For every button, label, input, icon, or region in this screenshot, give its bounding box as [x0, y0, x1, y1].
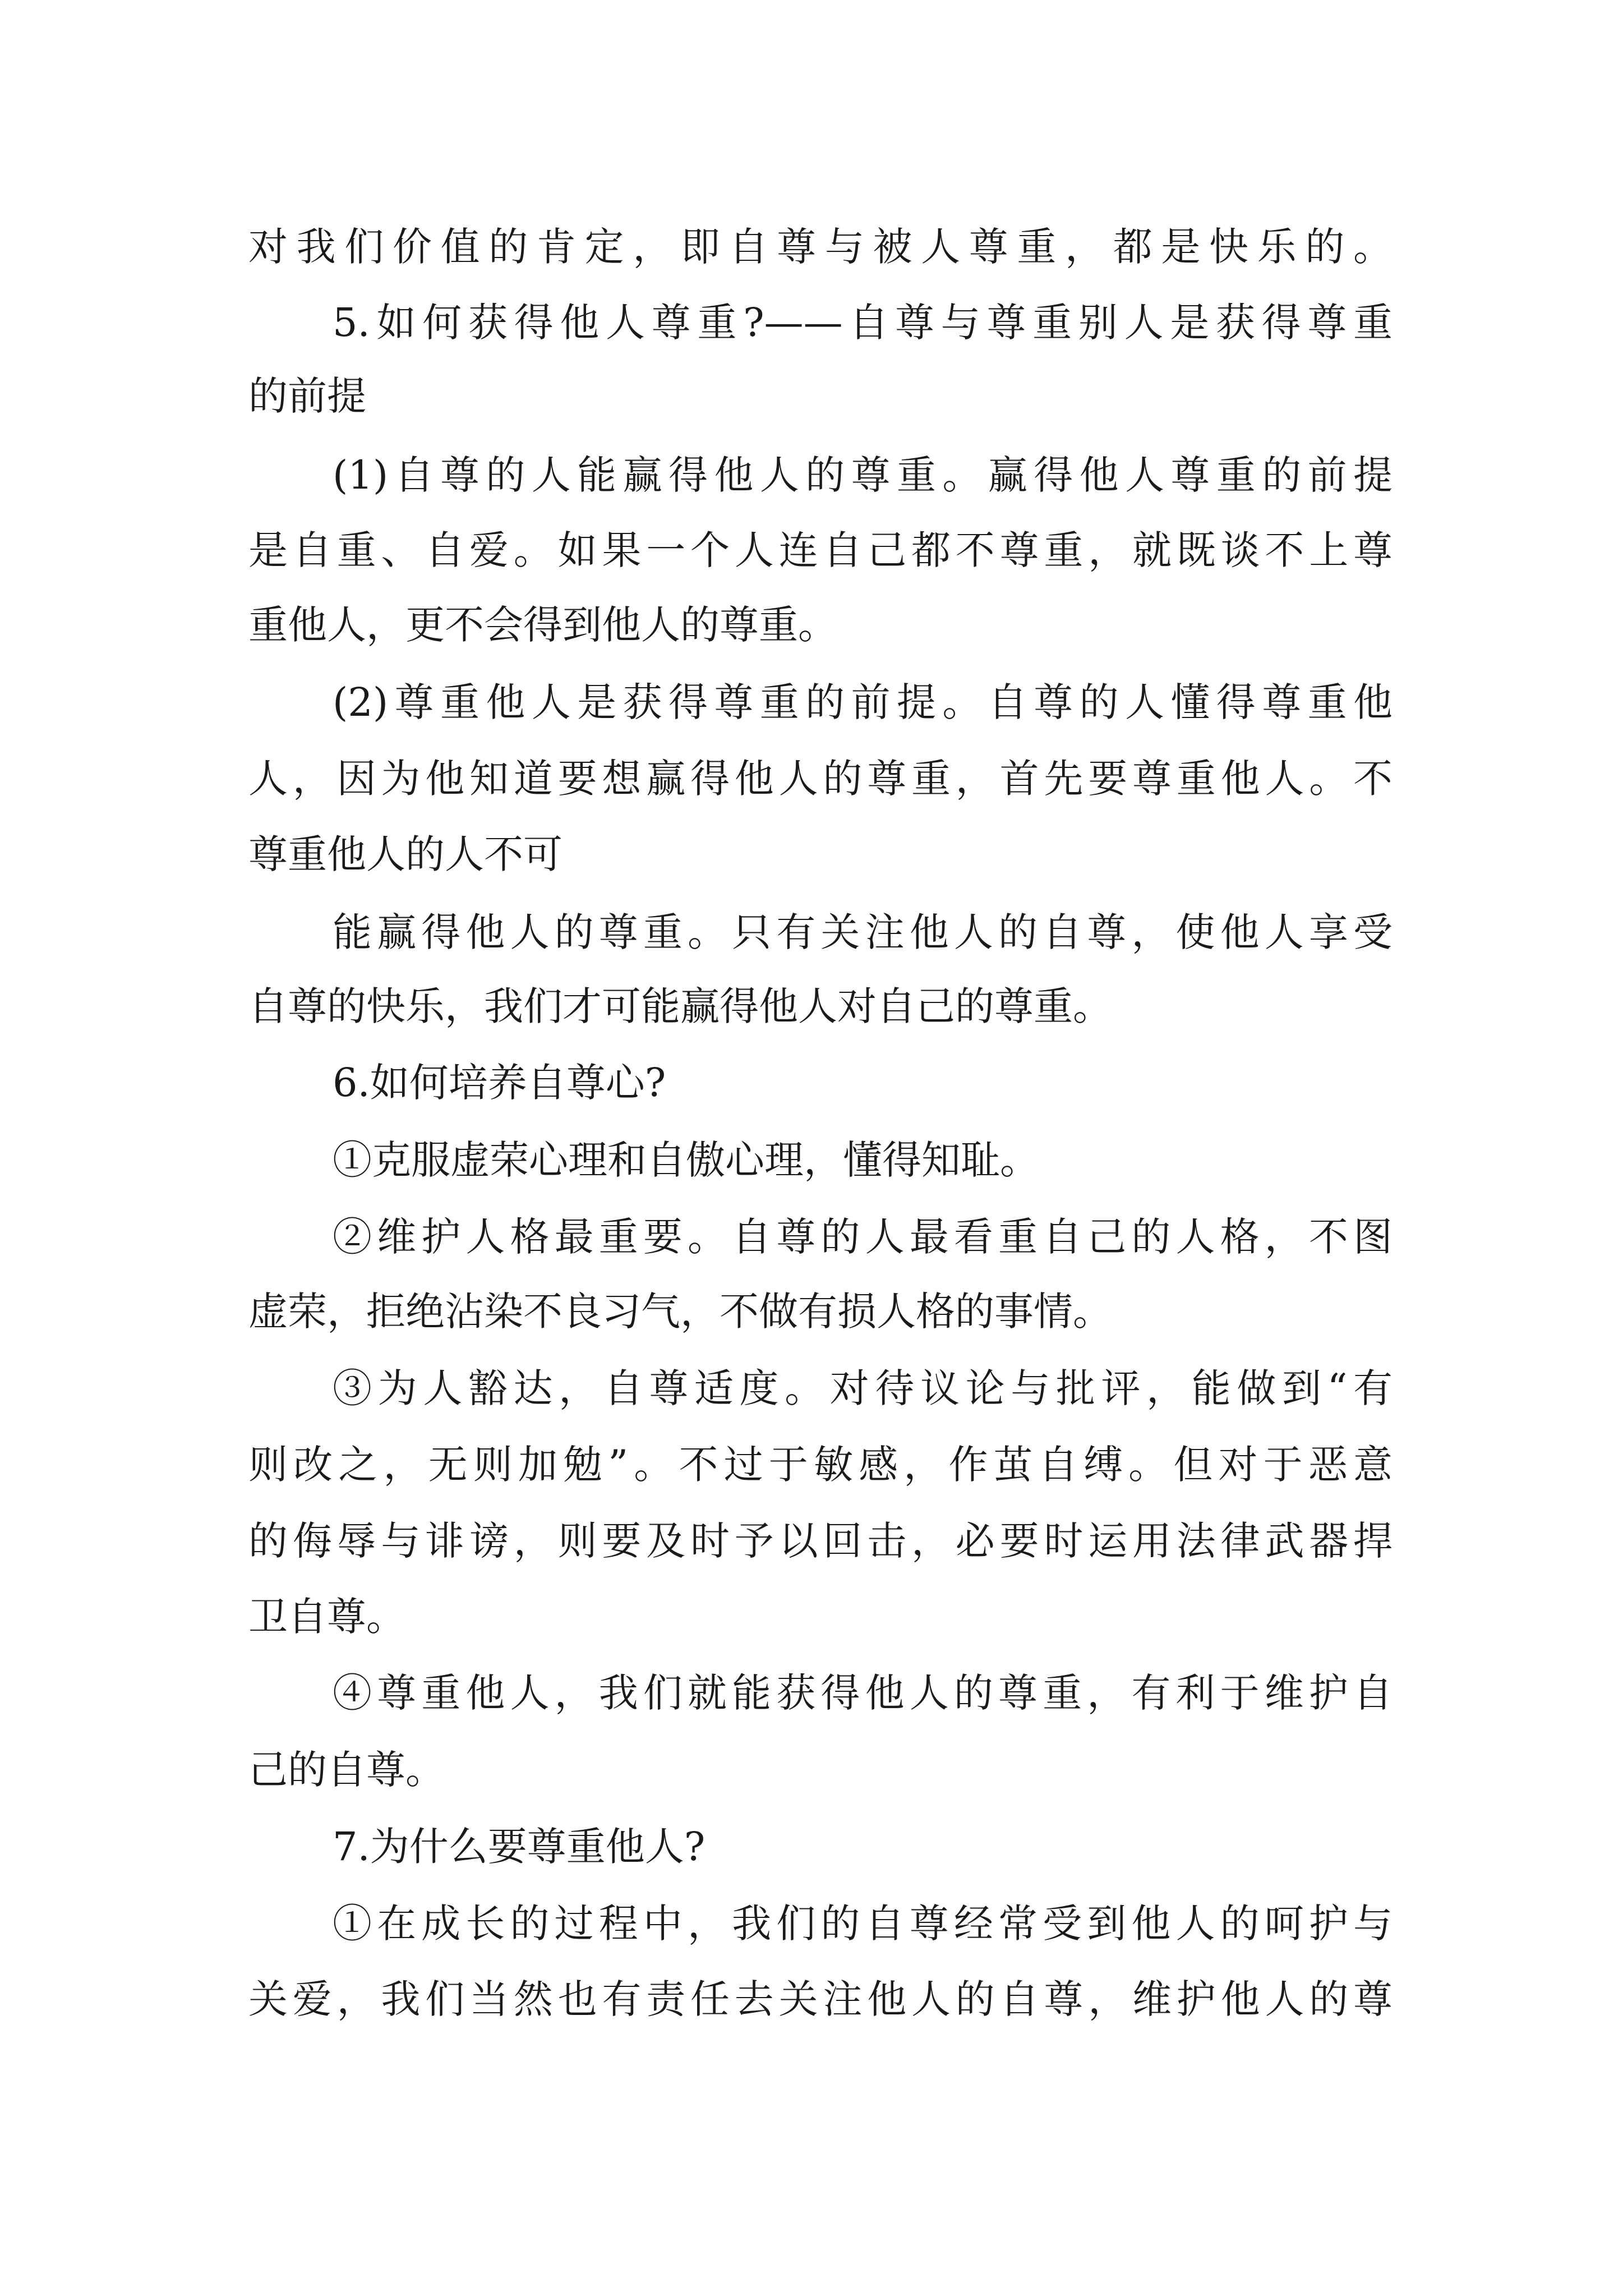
text-line: 自尊的快乐，我们才可能赢得他人对自己的尊重。 — [248, 983, 1112, 1029]
section-heading: 6.如何培养自尊心? — [333, 1060, 666, 1106]
text-line: 则改之，无则加勉”。不过于敏感，作茧自缚。但对于恶意 — [248, 1442, 1393, 1488]
section-heading: 7.为什么要尊重他人? — [333, 1824, 706, 1870]
text-line: (1)自尊的人能赢得他人的尊重。赢得他人尊重的前提 — [333, 452, 1393, 498]
text-line: ④尊重他人，我们就能获得他人的尊重，有利于维护自 — [333, 1670, 1393, 1716]
text-line: ①克服虚荣心理和自傲心理，懂得知耻。 — [333, 1137, 1039, 1183]
text-line: 5.如何获得他人尊重?——自尊与尊重别人是获得尊重 — [333, 300, 1393, 346]
text-line: ①在成长的过程中，我们的自尊经常受到他人的呵护与 — [333, 1901, 1393, 1947]
text-line: ②维护人格最重要。自尊的人最看重自己的人格，不图 — [333, 1214, 1393, 1260]
text-line: 尊重他人的人不可 — [248, 831, 562, 877]
text-line: 能赢得他人的尊重。只有关注他人的自尊，使他人享受 — [333, 909, 1393, 955]
text-line: 虚荣，拒绝沾染不良习气，不做有损人格的事情。 — [248, 1289, 1112, 1335]
text-line: 对我们价值的肯定，即自尊与被人尊重，都是快乐的。 — [248, 224, 1393, 270]
text-line: 是自重、自爱。如果一个人连自己都不尊重，就既谈不上尊 — [248, 527, 1393, 573]
text-line: (2)尊重他人是获得尊重的前提。自尊的人懂得尊重他 — [333, 679, 1393, 725]
text-line: ③为人豁达，自尊适度。对待议论与批评，能做到“有 — [333, 1365, 1393, 1411]
text-line: 的侮辱与诽谤，则要及时予以回击，必要时运用法律武器捍 — [248, 1518, 1393, 1564]
text-line: 己的自尊。 — [248, 1747, 445, 1793]
text-line: 重他人，更不会得到他人的尊重。 — [248, 602, 837, 648]
text-line: 关爱，我们当然也有责任去关注他人的自尊，维护他人的尊 — [248, 1976, 1393, 2022]
text-line: 人，因为他知道要想赢得他人的尊重，首先要尊重他人。不 — [248, 756, 1393, 802]
text-line: 的前提 — [248, 373, 366, 419]
text-line: 卫自尊。 — [248, 1594, 405, 1640]
